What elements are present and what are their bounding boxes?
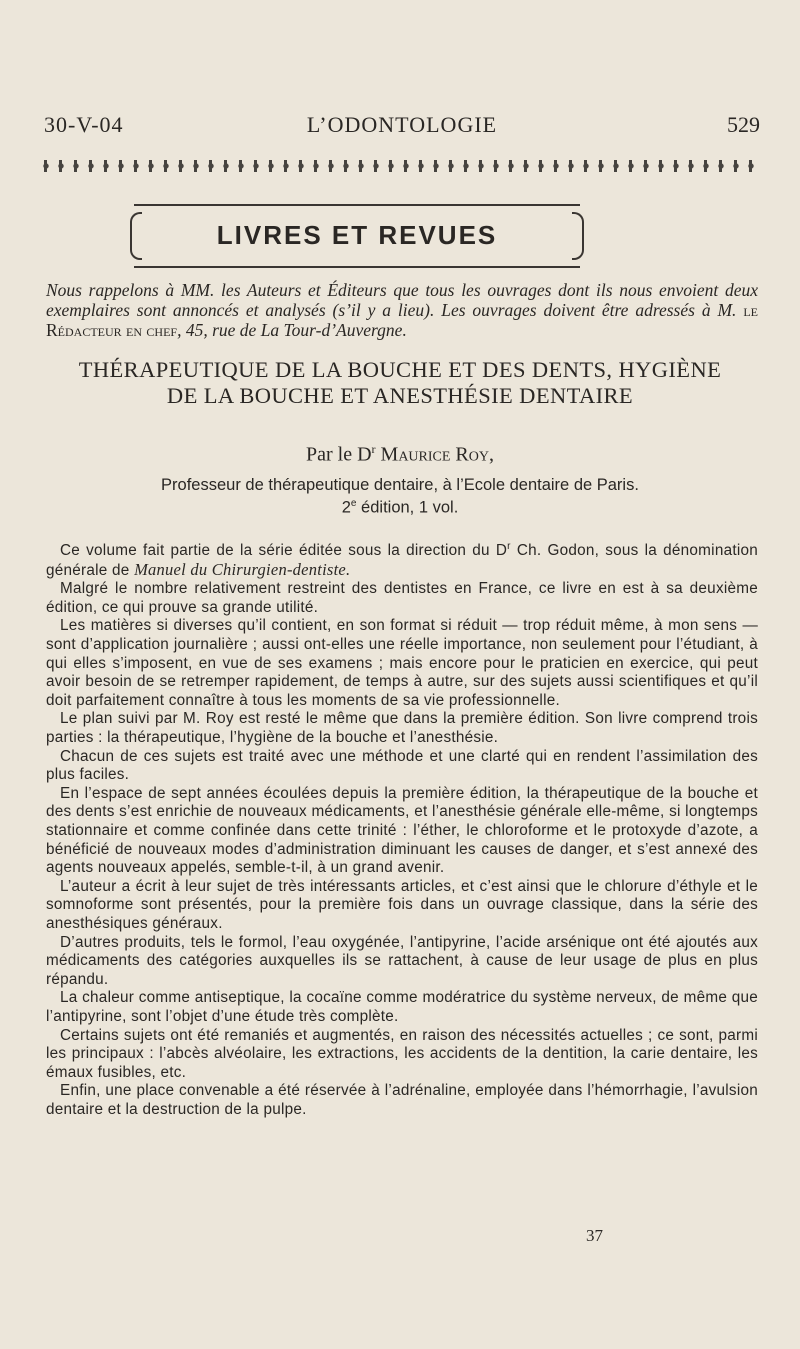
paragraph: Certains sujets ont été remaniés et augmentés, en raison des nécessités actuelles ; ce sont, parmi les principaux : l’abcès alvéolaire, les extractions, les accidents de la dentition, la carie dentaire, les émaux fusibles, etc. (46, 1026, 758, 1081)
paragraph: Malgré le nombre relativement restreint des dentistes en France, ce livre en est à sa deuxième édition, ce qui prouve sa grande utilité. (46, 580, 758, 616)
author-name: Maurice Roy, (380, 443, 494, 466)
edition-sup: e (350, 498, 357, 509)
issue-date: 30-V-04 (44, 112, 124, 137)
section-title: LIVRES ET REVUES (216, 220, 498, 250)
journal-name: L’ODONTOLOGIE (306, 112, 498, 137)
book-title-line-2: DE LA BOUCHE ET ANESTHÉSIE DENTAIRE (166, 383, 634, 408)
running-head (44, 112, 760, 142)
series-title: Manuel du Chirurgien-dentiste. (134, 559, 351, 579)
paragraph: Enfin, une place convenable a été réservée à l’adrénaline, employée dans l’hémorrhagie, l’avulsion dentaire et la destruction de la pulpe. (46, 1082, 758, 1118)
review-body (46, 538, 758, 1120)
paragraph (46, 538, 758, 580)
paragraph: Le plan suivi par M. Roy est resté le même que dans la première édition. Son livre comprend trois parties : la thérapeutique, l’hygiène de la bouche et l’anesthésie. (46, 710, 758, 747)
paragraph-1-text-a: Ce volume fait partie de la série éditée sous la direction du D (60, 542, 508, 560)
notice-text-2: , 45, rue de La Tour-d’Auvergne. (177, 320, 407, 340)
editorial-notice (46, 280, 758, 340)
ornamental-rule (40, 160, 760, 172)
author-prefix-sup: r (371, 442, 376, 456)
page-number: 529 (727, 112, 760, 137)
section-heading-box (134, 204, 580, 268)
signature-mark: 37 (586, 1226, 603, 1245)
notice-editor: le Rédacteur en chef (46, 300, 758, 340)
book-title (40, 357, 760, 409)
paragraph: La chaleur comme antiseptique, la cocaïne comme modératrice du système nerveux, de même que l’antipyrine, sont l’objet d’une étude très complète. (46, 989, 758, 1025)
author-affiliation: Professeur de thérapeutique dentaire, à l’Ecole dentaire de Paris. (161, 476, 639, 494)
paragraph: Chacun de ces sujets est traité avec une méthode et une clarté qui en rendent l’assimilation des plus faciles. (46, 747, 758, 784)
edition-info (0, 498, 800, 518)
paragraph: Les matières si diverses qu’il contient, en son format si réduit — trop réduit même, à mon sens — sont d’application journalière ; aussi ont-elles une réelle importance, non seulement pour l’étudiant, à qui elles s’imposent, en vue de ses examens ; mais encore pour le praticien en exercice, qui peut avoir besoin de se retremper rapidement, de temps à autre, sur des sujets aussi scientifiques et qu’il doit parfaitement connaître à tous les moments de sa vie professionnelle. (46, 617, 758, 709)
edition-rest: édition, 1 vol. (356, 498, 459, 517)
paragraph-1-text-b: Ch. Godon, sous la dénomination générale de (46, 542, 758, 579)
notice-text-1: Nous rappelons à MM. les Auteurs et Éditeurs que tous les ouvrages dont ils nous envoient deux exemplaires sont annoncés et analysés (s’il y a lieu). Les ouvrages doivent être adressés à M. (46, 280, 758, 320)
author-line (0, 442, 800, 467)
book-title-line-1: THÉRAPEUTIQUE DE LA BOUCHE ET DES DENTS, HYGIÈNE (78, 357, 722, 382)
paragraph-1-sup: r (507, 541, 511, 552)
paragraph: D’autres produits, tels le formol, l’eau oxygénée, l’antipyrine, l’acide arsénique ont été ajoutés aux médicaments des catégories auxquelles ils se rattachent, à cause de leur usage de plus en plus répandu. (46, 933, 758, 988)
author-prefix: Par le D (305, 443, 372, 466)
paragraph: En l’espace de sept années écoulées depuis la première édition, la thérapeutique de la bouche et des dents s’est enrichie de nouveaux médicaments, et l’anesthésie générale elle-même, si longtemps stationnaire et comme confinée dans cette trinité : l’éther, le chloroforme et le protoxyde d’azote, a bénéficié de nouveaux modes d’administration diminuant les causes de danger, et s’est annexé des agents nouveaux appelés, semble-t-il, à un grand avenir. (46, 784, 758, 877)
paragraph: L’auteur a écrit à leur sujet de très intéressants articles, et c’est ainsi que le chlorure d’éthyle et le somnoforme sont présentés, pour la première fois dans un ouvrage classique, dans la série des anesthésiques généraux. (46, 877, 758, 932)
edition-number: 2 (341, 498, 351, 517)
